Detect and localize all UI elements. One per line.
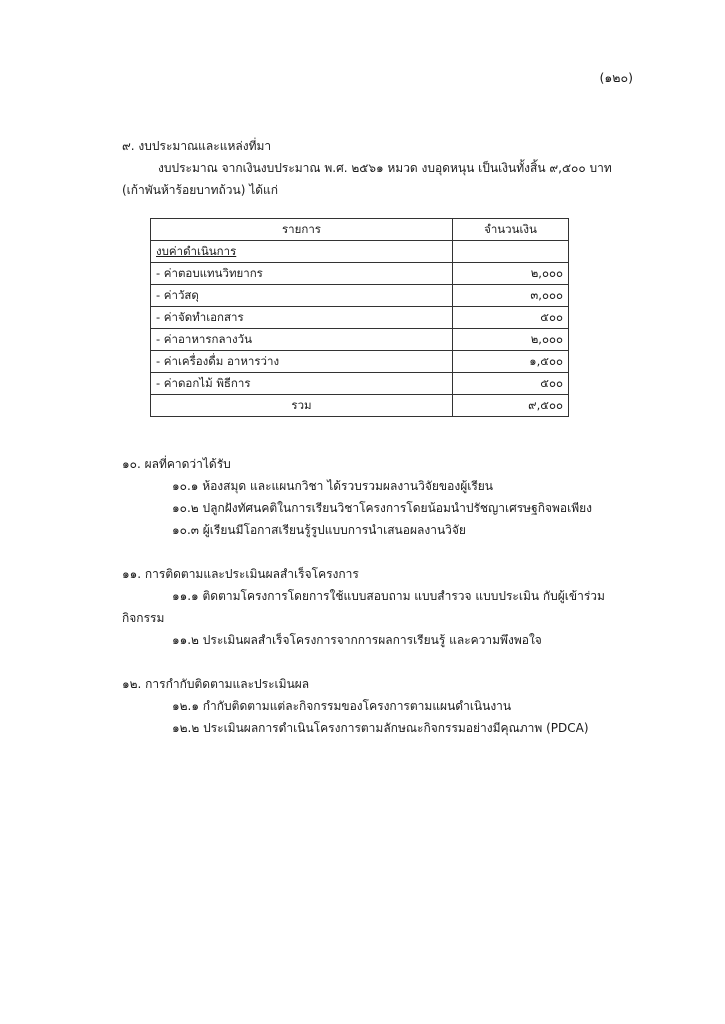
table-row: [151, 373, 569, 395]
group-label-cell: งบค่าดำเนินการ: [151, 241, 453, 263]
section-12-item-1: ๑๒.๑ กำกับติดตามแต่ละกิจกรรมของโครงการตามแผนดำเนินงาน: [172, 699, 512, 713]
table-row: [151, 329, 569, 351]
group-amount-cell: [453, 241, 569, 263]
budget-table: [150, 218, 569, 417]
item-cell: - ค่าวัสดุ: [151, 285, 453, 307]
section-10-item-3: ๑๐.๓ ผู้เรียนมีโอกาสเรียนรู้รูปแบบการนำเสนอผลงานวิจัย: [172, 523, 466, 537]
column-header-item: รายการ: [151, 219, 453, 241]
item-cell: - ค่าอาหารกลางวัน: [151, 329, 453, 351]
amount-cell: ๕๐๐: [453, 373, 569, 395]
section-10-item-2: ๑๐.๒ ปลูกฝังทัศนคติในการเรียนวิชาโครงการโดยน้อมนำปรัชญาเศรษฐกิจพอเพียง: [172, 501, 593, 515]
section-9-heading: ๙. งบประมาณและแหล่งที่มา: [122, 139, 272, 153]
total-label-cell: รวม: [151, 395, 453, 417]
table-row: [151, 351, 569, 373]
amount-cell: ๒,๐๐๐: [453, 329, 569, 351]
table-row: [151, 307, 569, 329]
table-row: [151, 285, 569, 307]
page-number: (๑๒๐): [599, 70, 633, 85]
item-cell: - ค่าดอกไม้ พิธีการ: [151, 373, 453, 395]
section-12-heading: ๑๒. การกำกับติดตามและประเมินผล: [122, 677, 310, 691]
section-11-item-2: ๑๑.๒ ประเมินผลสำเร็จโครงการจากการผลการเรียนรู้ และความพึงพอใจ: [172, 633, 542, 647]
item-cell: - ค่าจัดทำเอกสาร: [151, 307, 453, 329]
section-11-item-1-line-2: กิจกรรม: [122, 611, 165, 625]
section-11-item-1-line-1: ๑๑.๑ ติดตามโครงการโดยการใช้แบบสอบถาม แบบสำรวจ แบบประเมิน กับผู้เข้าร่วม: [172, 589, 605, 603]
section-10-item-1: ๑๐.๑ ห้องสมุด และแผนกวิชา ได้รวบรวมผลงานวิจัยของผู้เรียน: [172, 479, 493, 493]
amount-cell: ๑,๕๐๐: [453, 351, 569, 373]
item-cell: - ค่าตอบแทนวิทยากร: [151, 263, 453, 285]
budget-table-header-row: [151, 219, 569, 241]
column-header-amount: จำนวนเงิน: [453, 219, 569, 241]
table-row-group: [151, 241, 569, 263]
amount-cell: ๓,๐๐๐: [453, 285, 569, 307]
item-cell: - ค่าเครื่องดื่ม อาหารว่าง: [151, 351, 453, 373]
section-9-paragraph-line-2: (เก้าพันห้าร้อยบาทถ้วน) ได้แก่: [122, 183, 279, 197]
amount-cell: ๕๐๐: [453, 307, 569, 329]
section-12-item-2: ๑๒.๒ ประเมินผลการดำเนินโครงการตามลักษณะกิจกรรมอย่างมีคุณภาพ (PDCA): [172, 721, 589, 735]
section-10-heading: ๑๐. ผลที่คาดว่าได้รับ: [122, 457, 231, 471]
amount-cell: ๒,๐๐๐: [453, 263, 569, 285]
table-total-row: [151, 395, 569, 417]
total-amount-cell: ๙,๕๐๐: [453, 395, 569, 417]
section-11-heading: ๑๑. การติดตามและประเมินผลสำเร็จโครงการ: [122, 567, 359, 581]
table-row: [151, 263, 569, 285]
section-9-paragraph-line-1: งบประมาณ จากเงินงบประมาณ พ.ศ. ๒๕๖๑ หมวด งบอุดหนุน เป็นเงินทั้งสิ้น ๙,๕๐๐ บาท: [158, 161, 612, 175]
